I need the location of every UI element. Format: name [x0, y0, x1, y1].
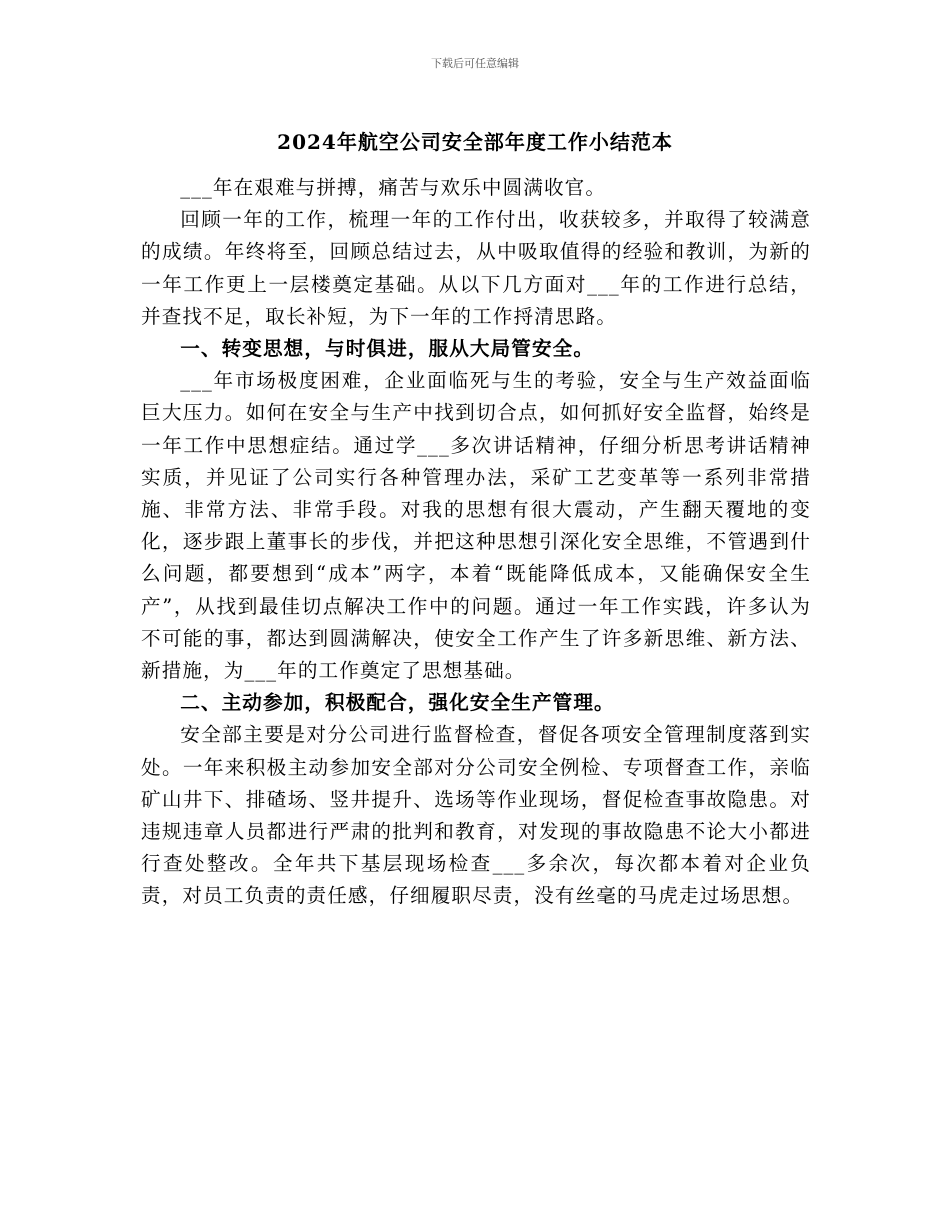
paragraph-intro: ___年在艰难与拼搏，痛苦与欢乐中圆满收官。 [180, 176, 607, 199]
paragraph-section-1: ___年市场极度困难，企业面临死与生的考验，安全与生产效益面临巨大压力。如何在安全与生产中找到切合点，如何抓好安全监督，始终是一年工作中思想症结。通过学___多次讲话精神，仔细分析思考讲话精神实质，并见证了公司实行各种管理办法，采矿工艺变革等一系列非常措施、非常方法、非常手段。对我的思想有很大震动，产生翻天覆地的变化，逐步跟上董事长的步伐，并把这种思想引深化安全思维，不管遇到什么问题，都要想到“成本”两字，本着“既能降低成本，又能确保安全生产”，从找到最佳切点解决工作中的问题。通过一年工作实践，许多认为不可能的事，都达到圆满解决，使安全工作产生了许多新思维、新方法、新措施，为___年的工作奠定了思想基础。 [141, 369, 811, 683]
page-header-note: 下载后可任意编辑 [431, 57, 519, 70]
paragraph-review: 回顾一年的工作，梳理一年的工作付出，收获较多，并取得了较满意的成绩。年终将至，回顾总结过去，从中吸取值得的经验和教训，为新的一年工作更上一层楼奠定基础。从以下几方面对___年的工作进行总结，并查找不足，取长补短，为下一年的工作捋清思路。 [141, 208, 811, 328]
document-body [141, 172, 811, 913]
section-heading-2: 二、主动参加，积极配合，强化安全生产管理。 [180, 691, 615, 715]
section-heading-1: 一、转变思想，与时俱进，服从大局管安全。 [180, 337, 595, 361]
paragraph-section-2: 安全部主要是对分公司进行监督检查，督促各项安全管理制度落到实处。一年来积极主动参加安全部对分公司安全例检、专项督查工作，亲临矿山井下、排碴场、竖井提升、选场等作业现场，督促检查事故隐患。对违规违章人员都进行严肃的批判和教育，对发现的事故隐患不论大小都进行查处整改。全年共下基层现场检查___多余次，每次都本着对企业负责，对员工负责的责任感，仔细履职尽责，没有丝毫的马虎走过场思想。 [141, 723, 811, 908]
document-title: 2024年航空公司安全部年度工作小结范本 [277, 130, 673, 154]
